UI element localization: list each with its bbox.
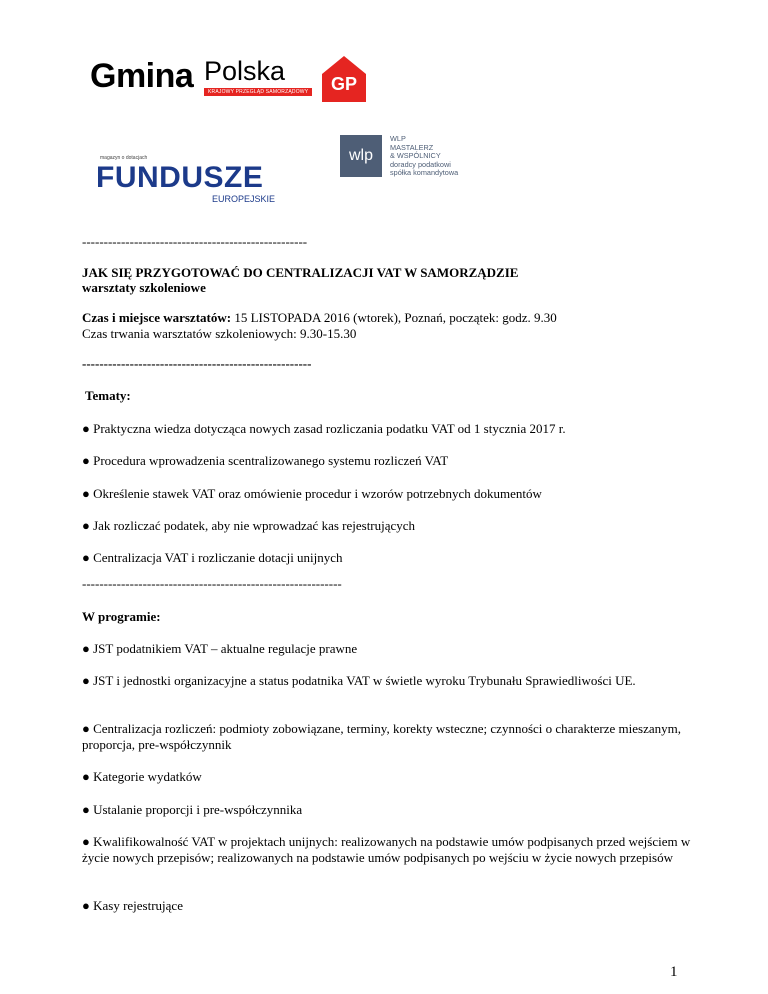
topics-heading: Tematy: (85, 388, 131, 403)
wlp-logo-text: WLP MASTALERZ & WSPÓLNICY doradcy podatkowi spółka komandytowa (390, 134, 459, 177)
duration-line: Czas trwania warsztatów szkoleniowych: 9.30-15.30 (82, 326, 357, 341)
program-item: ● Kategorie wydatków (82, 769, 202, 784)
topic-item: ● Procedura wprowadzenia scentralizowanego systemu rozliczeń VAT (82, 453, 449, 468)
divider: ------------------------------------------------------------ (82, 576, 342, 591)
fundusze-logo-sub: EUROPEJSKIE (212, 194, 276, 204)
program-item: ● Centralizacja rozliczeń: podmioty zobowiązane, terminy, korekty wsteczne; czynności o charakterze mieszanym, proporcja, pre-współczynnik (82, 721, 681, 752)
divider: ---------------------------------------------------- (82, 234, 308, 249)
gmina-logo-word: Gmina (90, 57, 194, 95)
topic-item: ● Centralizacja VAT i rozliczanie dotacji unijnych (82, 550, 343, 565)
wlp-mark: wlp (340, 135, 382, 177)
program-item: ● JST podatnikiem VAT – aktualne regulacje prawne (82, 641, 358, 656)
gp-house-icon (318, 52, 370, 104)
program-item: ● JST i jednostki organizacyjne a status podatnika VAT w świetle wyroku Trybunału Sprawiedliwości UE. (82, 673, 636, 688)
polska-logo-word: Polska (204, 56, 286, 86)
fundusze-europejskie-logo (92, 155, 292, 213)
topic-item: ● Praktyczna wiedza dotycząca nowych zasad rozliczania podatku VAT od 1 stycznia 2017 r. (82, 421, 566, 436)
gmina-logo-tagline: KRAJOWY PRZEGLĄD SAMORZĄDOWY (204, 88, 312, 96)
topic-item: ● Określenie stawek VAT oraz omówienie procedur i wzorów potrzebnych dokumentów (82, 486, 542, 501)
document-subtitle: warsztaty szkoleniowe (82, 280, 206, 295)
program-item: ● Kwalifikowalność VAT w projektach unijnych: realizowanych na podstawie umów podpisanych przed wejściem w życie nowych przepisów; realizowanych na podstawie umów podpisanych po wejściu w życie nowych przepisów (82, 834, 691, 865)
topic-item: ● Jak rozliczać podatek, aby nie wprowadzać kas rejestrujących (82, 518, 416, 533)
fundusze-logo-top: magazyn o dotacjach (100, 155, 148, 161)
wlp-logo (340, 135, 480, 183)
program-item: ● Ustalanie proporcji i pre-współczynnika (82, 802, 303, 817)
page-number: 1 (670, 964, 678, 980)
time-place-value: 15 LISTOPADA 2016 (wtorek), Poznań, początek: godz. 9.30 (231, 310, 557, 325)
divider: ----------------------------------------------------- (82, 356, 312, 371)
svg-text:GP: GP (330, 74, 358, 94)
time-place-line (82, 310, 557, 325)
gmina-polska-logo (90, 52, 380, 110)
program-item: ● Kasy rejestrujące (82, 898, 183, 913)
time-place-label: Czas i miejsce warsztatów: (82, 310, 232, 325)
program-heading: W programie: (82, 609, 161, 624)
fundusze-logo-main: FUNDUSZE (96, 161, 264, 194)
document-title: JAK SIĘ PRZYGOTOWAĆ DO CENTRALIZACJI VAT W SAMORZĄDZIE (82, 265, 519, 280)
